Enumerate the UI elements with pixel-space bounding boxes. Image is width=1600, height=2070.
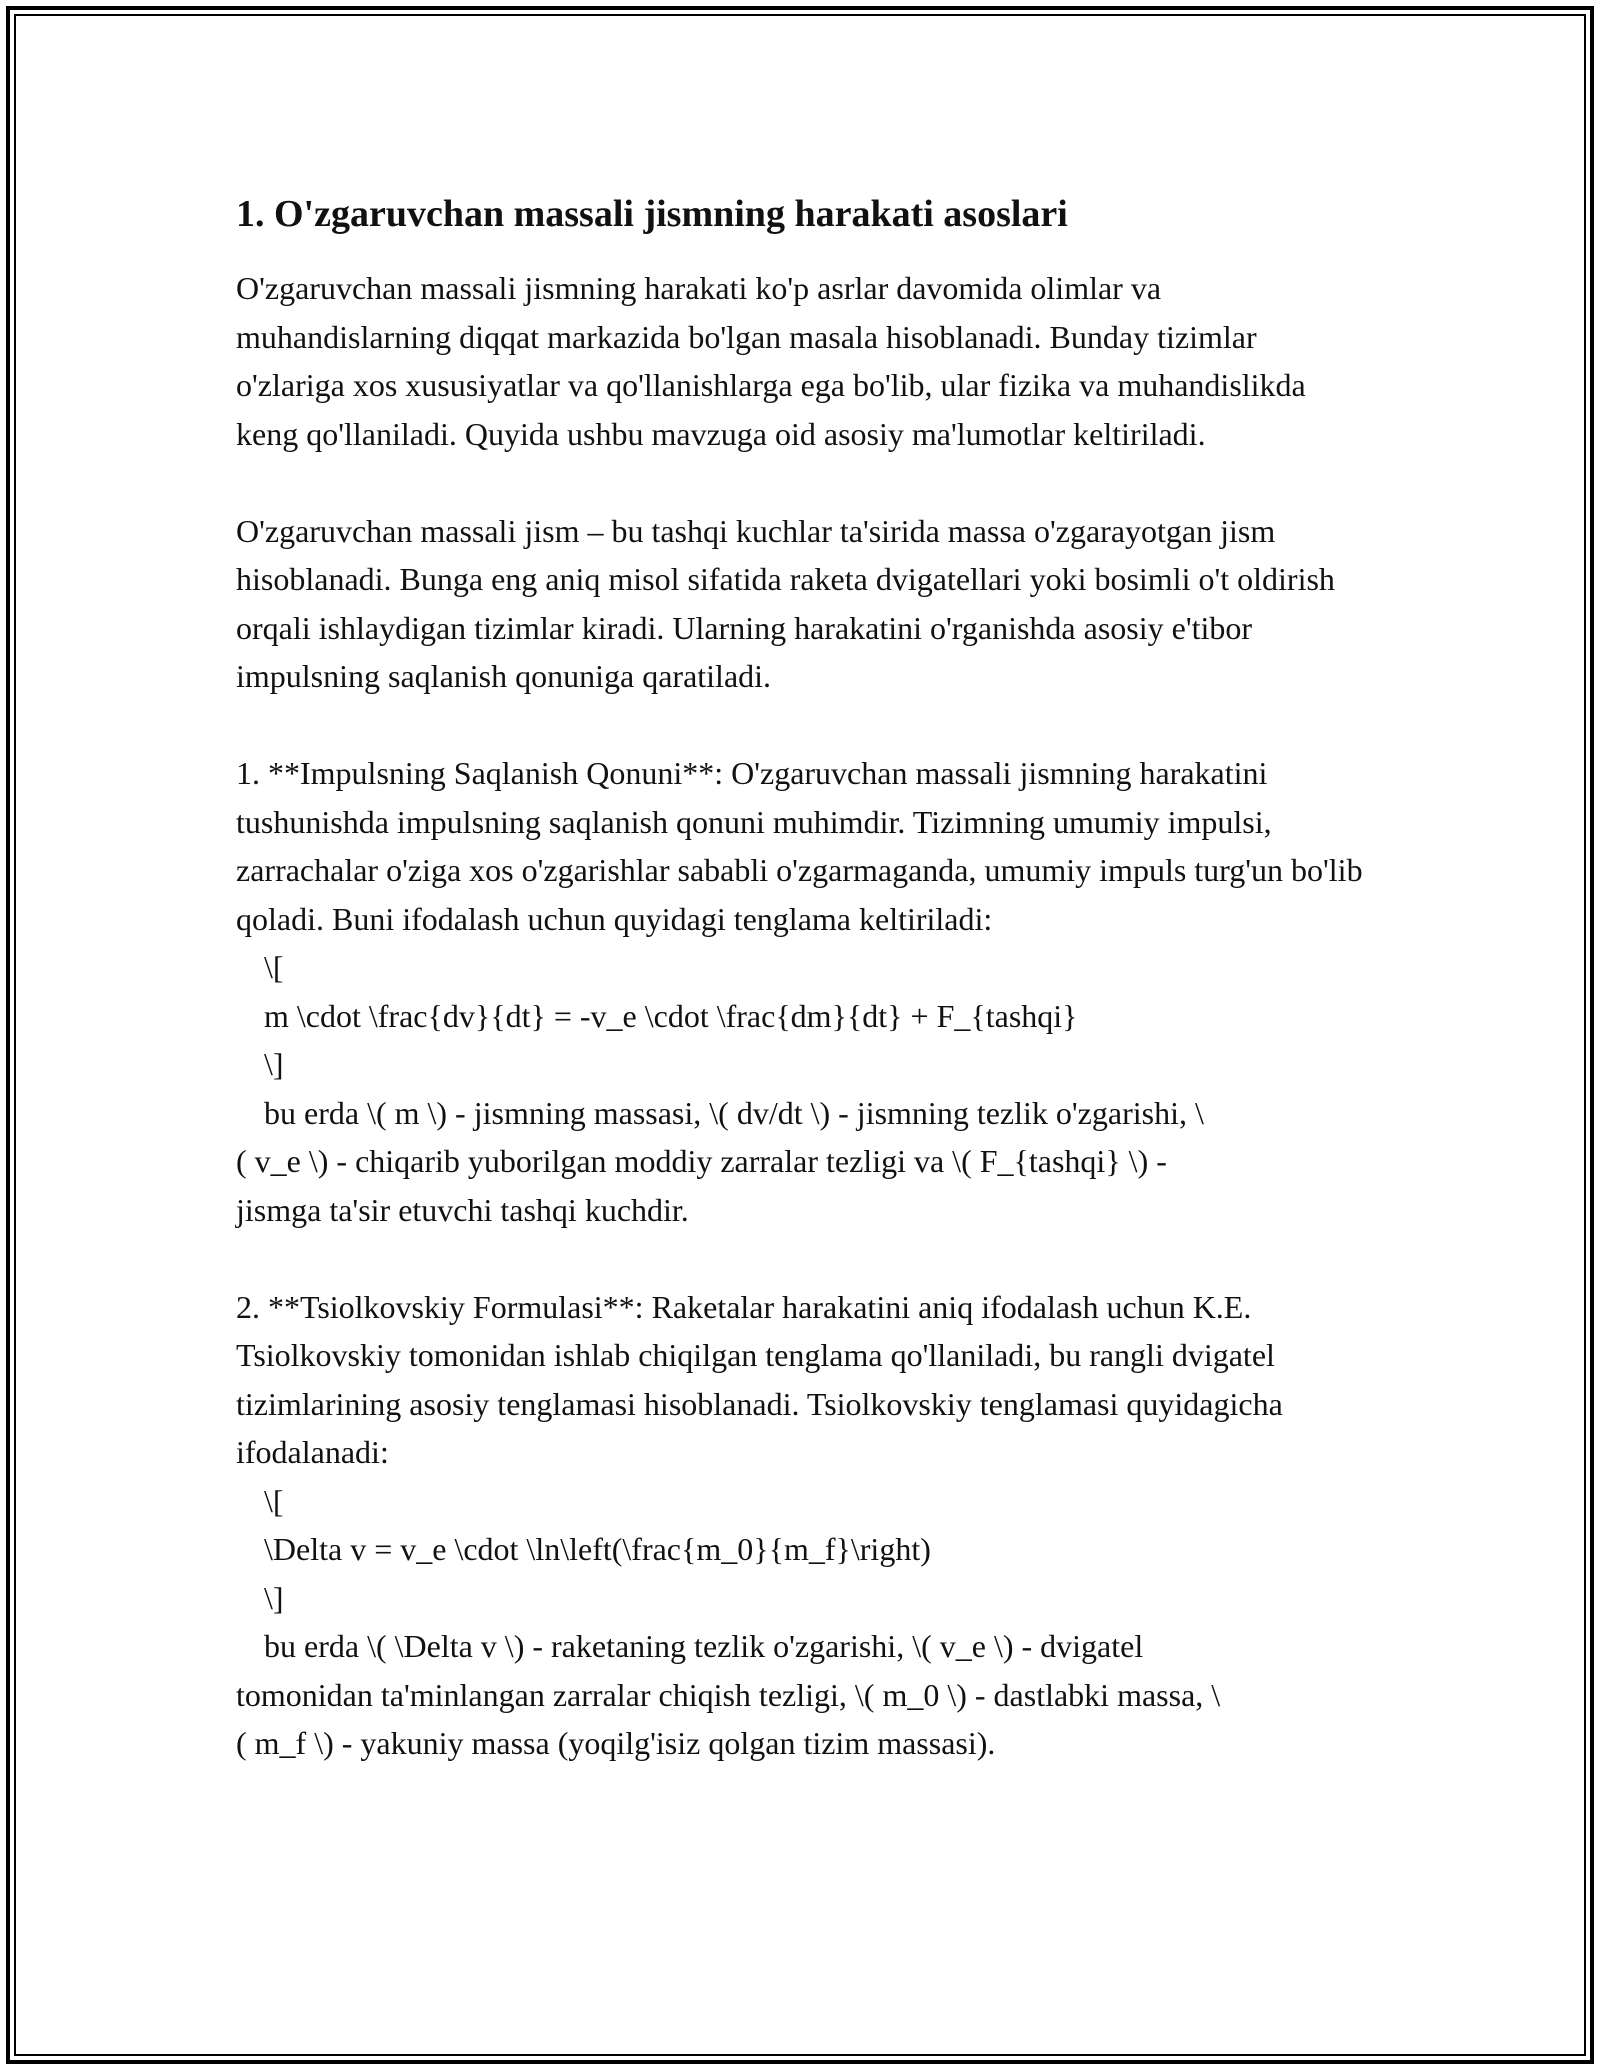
section2-formula-close: \] bbox=[264, 1579, 284, 1616]
section1-intro: 1. **Impulsning Saqlanish Qonuni**: O'zgaruvchan massali jismning harakatini tushunishda impulsning saqlanish qonuni muhimdir. Tizimning umumiy impulsi, zarrachalar o'ziga xos o'zgarishlar sababli o'zgarmaganda, umumiy impuls turg'un bo'lib qoladi. Buni ifodalash uchun quyidagi tenglama keltiriladi: bbox=[236, 755, 1363, 937]
section1-explanation-line: bu erda \( m \) - jismning massasi, \( dv/dt \) - jismning tezlik o'zgarishi, \ bbox=[264, 1094, 1204, 1131]
definition-paragraph: O'zgaruvchan massali jism – bu tashqi kuchlar ta'sirida massa o'zgarayotgan jism hisoblanadi. Bunga eng aniq misol sifatida raketa dvigatellari yoki bosimli o't oldirish orqali ishlaydigan tizimlar kiradi. Ularning harakatini o'rganishda asosiy e'tibor impulsning saqlanish qonuniga qaratiladi. bbox=[236, 512, 1335, 694]
section2-intro: 2. **Tsiolkovskiy Formulasi**: Raketalar harakatini aniq ifodalash uchun K.E. Tsiolkovskiy tomonidan ishlab chiqilgan tenglama qo'llaniladi, bu rangli dvigatel tizimlarining asosiy tenglamasi hisoblanadi. Tsiolkovskiy tenglamasi quyidagicha ifodalanadi: bbox=[236, 1288, 1283, 1470]
intro-paragraph: O'zgaruvchan massali jismning harakati ko'p asrlar davomida olimlar va muhandislarning diqqat markazida bo'lgan masala hisoblanadi. Bunday tizimlar o'zlariga xos xususiyatlar va qo'llanishlarga ega bo'lib, ular fizika va muhandislikda keng qo'llaniladi. Quyida ushbu mavzuga oid asosiy ma'lumotlar keltiriladi. bbox=[236, 270, 1306, 452]
paragraph-spacer bbox=[236, 458, 1366, 507]
document-body bbox=[236, 188, 1366, 1768]
section2-explanation-line: ( m_f \) - yakuniy massa (yoqilg'isiz qolgan tizim massasi). bbox=[236, 1725, 996, 1761]
paragraph-spacer bbox=[236, 1234, 1366, 1283]
paragraph-spacer bbox=[236, 701, 1366, 750]
section1-explanation-line: jismga ta'sir etuvchi tashqi kuchdir. bbox=[236, 1191, 689, 1228]
section2-explanation-line: bu erda \( \Delta v \) - raketaning tezlik o'zgarishi, \( v_e \) - dvigatel bbox=[264, 1628, 1144, 1664]
section2-formula: \Delta v = v_e \cdot \ln\left(\frac{m_0}{m_f}\right) bbox=[264, 1531, 931, 1567]
section1-formula: m \cdot \frac{dv}{dt} = -v_e \cdot \frac{dm}{dt} + F_{tashqi} bbox=[264, 997, 1078, 1034]
section1-formula-close: \] bbox=[264, 1046, 284, 1082]
section-impulse-conservation bbox=[236, 749, 1366, 1234]
section1-explanation-line: ( v_e \) - chiqarib yuborilgan moddiy zarralar tezligi va \( F_{tashqi} \) - bbox=[236, 1143, 1167, 1179]
document-title: 1. O'zgaruvchan massali jismning harakati asoslari bbox=[236, 193, 1068, 235]
section2-formula-open: \[ bbox=[264, 1482, 284, 1519]
section1-formula-open: \[ bbox=[264, 949, 284, 985]
section2-explanation-line: tomonidan ta'minlangan zarralar chiqish tezligi, \( m_0 \) - dastlabki massa, \ bbox=[236, 1676, 1221, 1713]
section-tsiolkovsky-formula bbox=[236, 1283, 1366, 1768]
